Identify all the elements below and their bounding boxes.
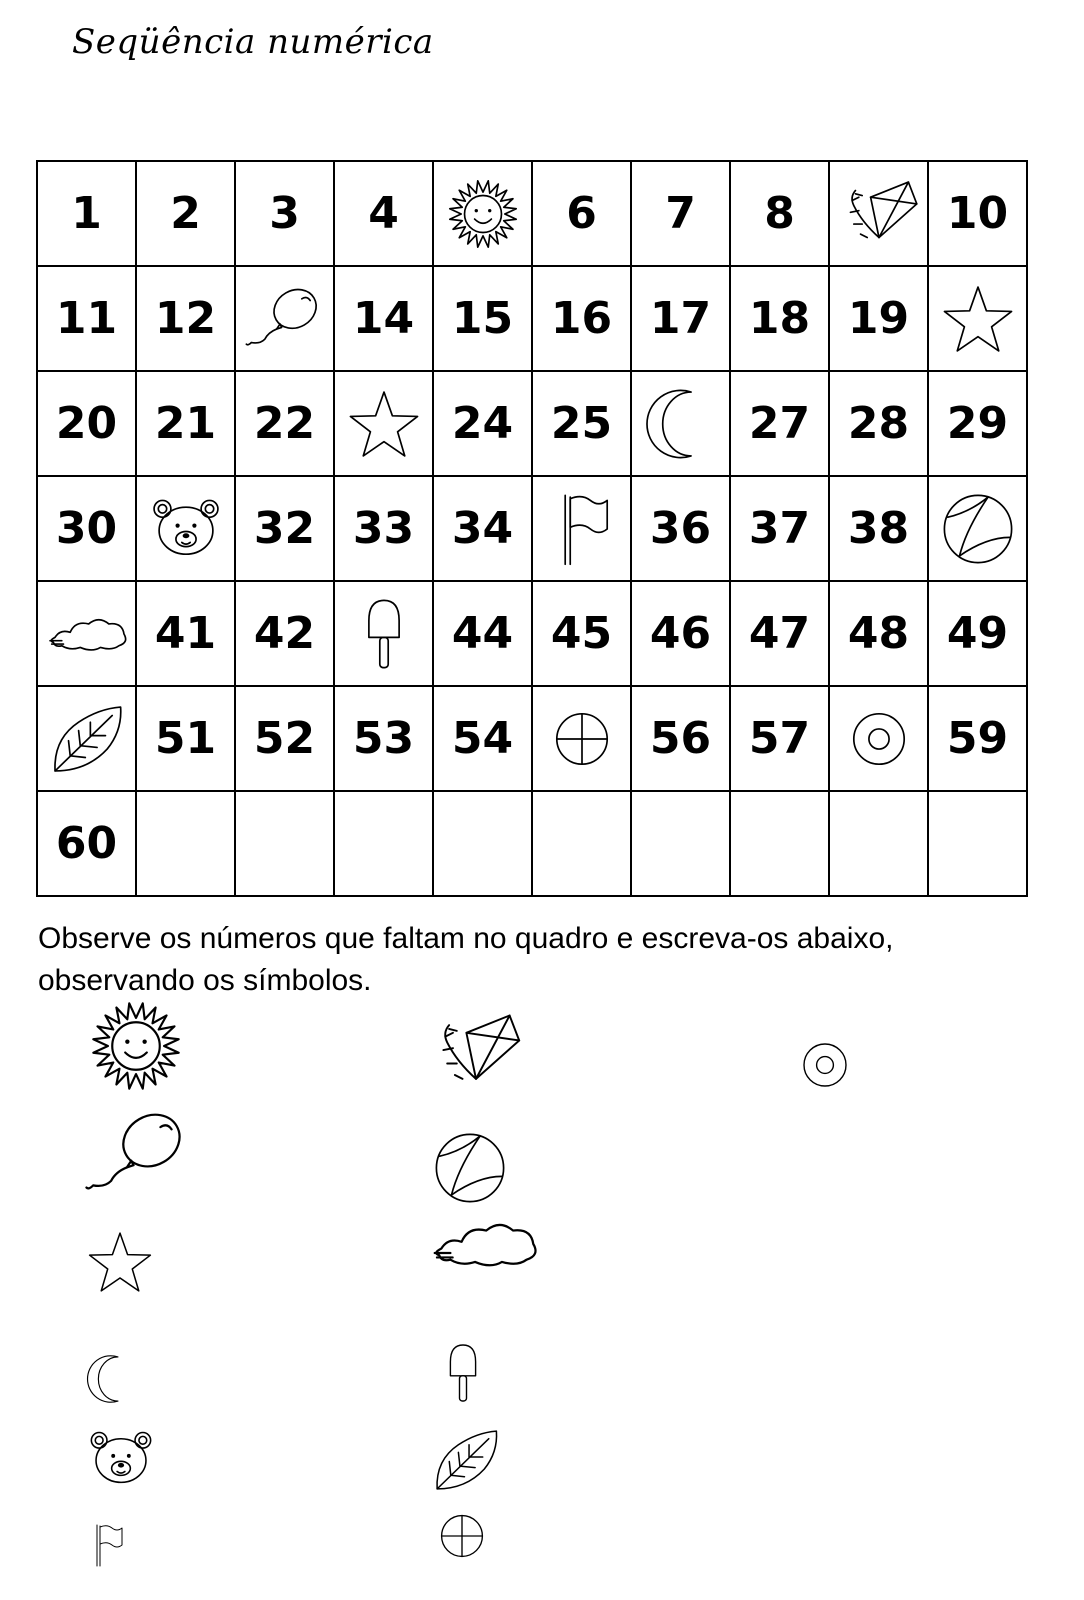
grid-cell-empty xyxy=(631,791,730,896)
grid-cell-icon xyxy=(37,581,136,686)
grid-cell-number: 8 xyxy=(730,161,829,266)
grid-row xyxy=(37,161,1027,266)
grid-cell-icon xyxy=(928,476,1027,581)
grid-cell-number: 11 xyxy=(37,266,136,371)
grid-cell-number: 15 xyxy=(433,266,532,371)
grid-cell-number: 10 xyxy=(928,161,1027,266)
grid-cell-number: 25 xyxy=(532,371,631,476)
answer-item xyxy=(82,1224,158,1300)
grid-cell-number: 12 xyxy=(136,266,235,371)
grid-cell-number: 41 xyxy=(136,581,235,686)
grid-cell-icon xyxy=(829,686,928,791)
crosshair-circle-icon xyxy=(533,697,630,781)
grid-cell-number: 19 xyxy=(829,266,928,371)
grid-cell-icon xyxy=(37,686,136,791)
grid-cell-icon xyxy=(532,476,631,581)
grid-cell-number: 29 xyxy=(928,371,1027,476)
grid-cell-number: 2 xyxy=(136,161,235,266)
instructions-text: Observe os números que faltam no quadro e escreva-os abaixo, observando os símbolos. xyxy=(38,922,894,997)
grid-cell-empty xyxy=(433,791,532,896)
grid-cell-number: 45 xyxy=(532,581,631,686)
answer-item xyxy=(428,1004,524,1100)
grid-row xyxy=(37,371,1027,476)
grid-cell-number: 32 xyxy=(235,476,334,581)
grid-cell-number: 24 xyxy=(433,371,532,476)
grid-cell-empty xyxy=(532,791,631,896)
grid-cell-empty xyxy=(829,791,928,896)
number-grid xyxy=(36,160,1028,897)
grid-cell-number: 51 xyxy=(136,686,235,791)
worksheet-title: Seqüência numérica xyxy=(72,22,434,62)
bear-icon xyxy=(137,487,234,571)
grid-row xyxy=(37,581,1027,686)
target-icon xyxy=(830,697,927,781)
grid-cell-number: 60 xyxy=(37,791,136,896)
grid-cell-icon xyxy=(433,161,532,266)
star-icon xyxy=(929,277,1026,361)
grid-row xyxy=(37,791,1027,896)
grid-cell-number: 56 xyxy=(631,686,730,791)
grid-cell-icon xyxy=(136,476,235,581)
grid-cell-number: 1 xyxy=(37,161,136,266)
grid-cell-number: 44 xyxy=(433,581,532,686)
answer-item xyxy=(428,1338,498,1408)
answer-item xyxy=(82,1350,140,1408)
leaf-icon xyxy=(38,697,135,781)
answer-item xyxy=(428,1188,540,1300)
grid-cell-number: 7 xyxy=(631,161,730,266)
grid-cell-empty xyxy=(136,791,235,896)
kite-icon xyxy=(830,172,927,256)
grid-cell-number: 42 xyxy=(235,581,334,686)
grid-cell-number: 59 xyxy=(928,686,1027,791)
grid-row xyxy=(37,476,1027,581)
grid-cell-number: 33 xyxy=(334,476,433,581)
grid-cell-icon xyxy=(532,686,631,791)
grid-row xyxy=(37,266,1027,371)
grid-cell-number: 28 xyxy=(829,371,928,476)
grid-cell-number: 38 xyxy=(829,476,928,581)
grid-cell-number: 6 xyxy=(532,161,631,266)
grid-cell-number: 20 xyxy=(37,371,136,476)
grid-cell-empty xyxy=(928,791,1027,896)
grid-cell-number: 57 xyxy=(730,686,829,791)
answer-item xyxy=(82,1098,194,1210)
grid-cell-number: 17 xyxy=(631,266,730,371)
grid-cell-number: 47 xyxy=(730,581,829,686)
answer-item xyxy=(82,992,190,1100)
answer-item xyxy=(428,1422,504,1498)
grid-cell-icon xyxy=(235,266,334,371)
grid-cell-number: 53 xyxy=(334,686,433,791)
grid-cell-empty xyxy=(235,791,334,896)
ball-icon xyxy=(929,487,1026,571)
grid-cell-empty xyxy=(730,791,829,896)
grid-cell-number: 21 xyxy=(136,371,235,476)
grid-cell-number: 36 xyxy=(631,476,730,581)
cloud-icon xyxy=(38,592,135,676)
balloon-icon xyxy=(236,277,333,361)
grid-cell-number: 48 xyxy=(829,581,928,686)
star-icon xyxy=(335,382,432,466)
popsicle-icon xyxy=(335,592,432,676)
grid-cell-empty xyxy=(334,791,433,896)
grid-cell-number: 49 xyxy=(928,581,1027,686)
grid-cell-number: 34 xyxy=(433,476,532,581)
answer-item xyxy=(82,1520,132,1570)
answer-item xyxy=(82,1420,160,1498)
grid-cell-icon xyxy=(928,266,1027,371)
grid-cell-number: 22 xyxy=(235,371,334,476)
grid-cell-icon xyxy=(334,581,433,686)
grid-cell-icon xyxy=(631,371,730,476)
flag-icon xyxy=(533,487,630,571)
sun-icon xyxy=(434,172,531,256)
grid-row xyxy=(37,686,1027,791)
grid-cell-number: 37 xyxy=(730,476,829,581)
grid-cell-icon xyxy=(829,161,928,266)
grid-cell-number: 54 xyxy=(433,686,532,791)
answer-item xyxy=(790,1030,860,1100)
grid-cell-number: 4 xyxy=(334,161,433,266)
grid-cell-number: 46 xyxy=(631,581,730,686)
grid-cell-number: 18 xyxy=(730,266,829,371)
grid-cell-number: 16 xyxy=(532,266,631,371)
moon-icon xyxy=(632,382,729,466)
grid-cell-number: 27 xyxy=(730,371,829,476)
grid-cell-number: 14 xyxy=(334,266,433,371)
answer-item xyxy=(428,1502,496,1570)
grid-cell-number: 52 xyxy=(235,686,334,791)
grid-cell-number: 30 xyxy=(37,476,136,581)
grid-cell-icon xyxy=(334,371,433,476)
grid-cell-number: 3 xyxy=(235,161,334,266)
